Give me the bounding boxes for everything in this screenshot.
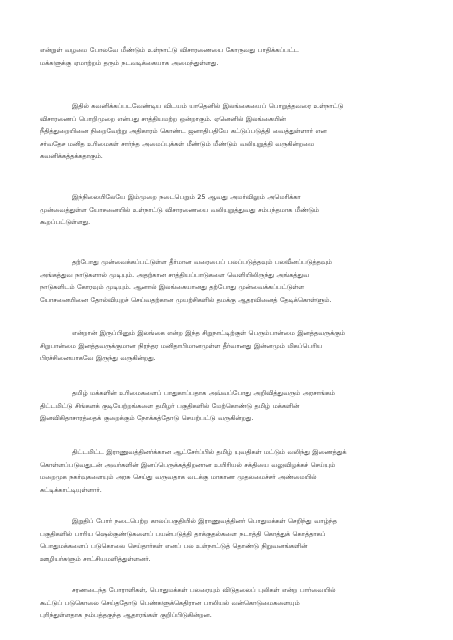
text-line: பகுதிகளில் பாரிய ஷெல்குண்டுகளைப் பயன்படுத்தி தாக்குதல்களை நடாத்தி கொத்துக் கொத்தாகப்: [40, 529, 326, 538]
text-line: திட்டமிட்டு சிங்களக் குடியேற்றங்களை தமிழர் பகுதிகளில் மேற்கொண்டு தமிழ் மக்களின்: [40, 401, 300, 410]
text-line: மக்களுக்கு ஏமாற்றம் தரும் நடவடிக்கையாக அமைந்துள்ளது.: [40, 58, 219, 67]
text-line: விசாரணைப் பொறிமுறை என்பது சாத்தியமற்ற ஒன்றாகும். ஏனெனில் இலங்கையின்: [40, 114, 286, 123]
text-line: யோசனையினை தோல்வியுறச் செய்வதற்கான முயற்சிகளில் தமக்கு ஆதரவினைத் தேடிக்கொள்ளும்.: [40, 295, 332, 304]
text-line: இதில் கவனிக்கப்படவேண்டிய விடயம் யாதெனில் இலங்கையைப் பொறுத்தவரை உள்நாட்டு: [72, 102, 344, 110]
text-line: முன்வைத்துள்ள யோசனையில் உள்நாட்டு விசாரணையை வலியுறுத்துவது சம்பந்தமாக மீண்டும்: [40, 205, 320, 214]
text-line: அங்கத்துவ நாடுகளால் முடியும். அதற்கான சாத்தியப்பாடுகளை வெளியிலிருந்து அங்கத்துவ: [40, 270, 310, 279]
text-line: இனவிகிதாசாரத்தைக் குறைக்கும் நோக்கத்தோடு செயற்பட்டு வருகின்றது.: [40, 414, 254, 422]
paragraph-7: [40, 446, 412, 496]
text-line: இறுதிப் போர் நடைபெற்ற காலப்பகுதியில் இராணுவத்தினர் பொதுமக்கள் செறிந்து வாழ்ந்த: [72, 517, 337, 525]
paragraph-6: [40, 387, 412, 425]
text-line: சுட்டிக்காட்டியுள்ளார்.: [40, 485, 102, 494]
text-line: என்றான் இருப்பினும் இலங்கை என்ற இந்த சிறுநாட்டிற்குள் பெரும்பான்மை இனத்தவருக்கும்: [72, 329, 345, 337]
text-line: ஊழியர்களும் சாட்சியமளித்துள்ளனர்.: [40, 554, 151, 563]
text-line: சர்வதேச மனித உரிமைகள் சார்ந்த அமைப்புக்கள் மீண்டும் மீண்டும் வலியுறுத்தி வருகின்றமை: [40, 139, 315, 148]
text-line: தற்போது முன்வைக்கப்பட்டுள்ள தீர்மான வரைபைப் பலப்படுத்தவும் பலவீனப்படுத்தவும்: [72, 258, 333, 266]
text-line: பிரச்சினையாகவே இருந்து வருகின்றது.: [40, 354, 156, 362]
text-line: கவனிக்கத்தக்கதாகும்.: [40, 152, 103, 160]
text-line: புரிந்துள்ளதாக நம்பத்தகுந்த ஆதாரங்கள் குறிப்பிடுகின்றன.: [40, 611, 212, 619]
text-line: கூறப்பட்டுள்ளது.: [40, 218, 91, 226]
text-line: சிறுபான்மை இனத்தவருக்குமான நிரந்தர மனிதாபிமானமுள்ள தீர்வானது இன்னமும் மிகப்பெரிய: [40, 341, 323, 350]
paragraph-8: [40, 515, 412, 565]
paragraph-1: [40, 44, 412, 69]
text-line: சரணடைந்த போராளிகள், பொதுமக்கள் பலரையும் விடுதலைப் புலிகள் என்ற பார்வையில்: [72, 586, 336, 594]
text-line: கொள்ளப்படுவதுடன் அவர்களின் இனப்பெருக்கத்திறனான உயிரியல் சக்தியை வலுவிழக்கச் செய்யும்: [40, 460, 336, 469]
paragraph-2: [40, 100, 412, 163]
text-line: கூட்டுப் படுகொலை செய்ததோடு பெண்களுக்கெதிரான பாலியல் வன்கொடுமைகளையும்: [40, 598, 300, 607]
text-line: திட்டமிட்ட இராணுவத்தினர்க்கான ஆட்சேர்ப்பில் தமிழ் யுவதிகள் மட்டும் வலிந்து இணைத்துக்: [72, 448, 347, 456]
paragraph-4: [40, 256, 412, 306]
text-line: மறைமுக நகர்வுகளையும் அரசு செய்து வருவதாக வடக்கு மாகாண முதலமைச்சர் அண்மையில்: [40, 473, 317, 481]
text-line: நாடுகளிடம் கோரவும் முடியும். ஆனால் இலங்கையானது தற்போது முன்வைக்கப்பட்டுள்ள: [40, 283, 304, 291]
text-line: தமிழ் மக்களின் உரிமைகளைப் பாதுகாப்பதாக அவ்வப்போது அறிவித்துவரும் அரசாங்கம்: [72, 389, 335, 397]
text-line: இந்நிலையிலேயே இம்முறை நடைபெறும் 25 ஆவது அமர்விலும் அமெரிக்கா: [72, 193, 301, 201]
paragraph-3: [40, 191, 412, 229]
paragraph-9: [40, 584, 412, 622]
text-line: என்றுள் வழமை போலவே மீண்டும் உள்நாட்டு விசாரணையை கோருவது பாதிக்கப்பட்ட: [40, 46, 299, 54]
text-line: பொதுமக்களைப் படுகொலை செய்தார்கள் எனப் பல உள்நாட்டுத் தொண்டு நிறுவனங்களின்: [40, 542, 308, 550]
text-line: நீதித்துறையினை நிறைவேற்று அதிகாரம் கொண்ட ஜனாதிபதியே கட்டுப்படுத்தி வைத்துள்ளார் என: [40, 127, 327, 135]
paragraph-5: [40, 327, 412, 365]
